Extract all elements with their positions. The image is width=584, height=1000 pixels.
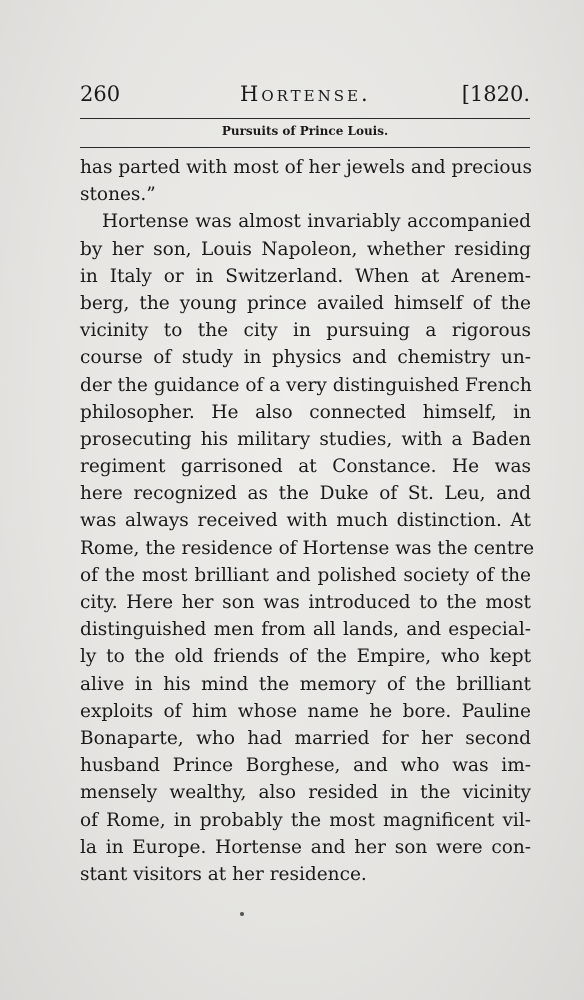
text-line: vicinity to the city in pursuing a rigorous xyxy=(80,320,531,342)
header-rule-bottom xyxy=(80,147,530,148)
text-line: of the most brilliant and polished society of the xyxy=(80,564,531,586)
text-line: in Italy or in Switzerland. When at Arenem- xyxy=(80,265,531,287)
text-line: course of study in physics and chemistry un- xyxy=(80,347,531,369)
text-line: alive in his mind the memory of the brilliant xyxy=(80,673,531,695)
text-line: der the guidance of a very distinguished French xyxy=(80,374,532,396)
text-line: city. Here her son was introduced to the most xyxy=(80,592,531,613)
section-subheading: Pursuits of Prince Louis. xyxy=(221,124,389,138)
running-title: Hortense. xyxy=(240,82,371,106)
text-line: Bonaparte, who had married for her second xyxy=(80,727,531,749)
text-line: prosecuting his military studies, with a Baden xyxy=(80,428,531,450)
text-line: la in Europe. Hortense and her son were con- xyxy=(80,836,531,858)
text-line: Rome, the residence of Hortense was the centre xyxy=(80,537,535,559)
text-line: was always received with much distinction. At xyxy=(80,510,531,532)
text-line: berg, the young prince availed himself of the xyxy=(80,292,531,314)
text-line: stones.” xyxy=(80,184,156,206)
text-line: mensely wealthy, also resided in the vicinity xyxy=(80,782,531,804)
body-text xyxy=(80,154,535,888)
ink-speck xyxy=(240,912,244,916)
text-line: by her son, Louis Napoleon, whether residing xyxy=(80,238,531,260)
text-line: distinguished men from all lands, and especial- xyxy=(80,619,531,641)
page-number: 260 xyxy=(80,82,121,106)
text-line: stant visitors at her residence. xyxy=(80,863,367,885)
text-line: ly to the old friends of the Empire, who kept xyxy=(80,646,531,668)
year-marker: [1820. xyxy=(461,82,530,106)
page-header xyxy=(80,82,530,112)
header-rule-top xyxy=(80,118,530,119)
text-line: regiment garrisoned at Constance. He was xyxy=(80,456,531,478)
text-line: husband Prince Borghese, and who was im- xyxy=(80,755,531,777)
text-line: philosopher. He also connected himself, in xyxy=(80,401,531,423)
text-line: here recognized as the Duke of St. Leu, and xyxy=(80,483,531,505)
text-line: Hortense was almost invariably accompanied xyxy=(102,211,531,233)
text-line: has parted with most of her jewels and precious xyxy=(80,157,532,178)
text-line: exploits of him whose name he bore. Pauline xyxy=(80,700,531,722)
text-line: of Rome, in probably the most magnificent vil- xyxy=(80,809,531,831)
